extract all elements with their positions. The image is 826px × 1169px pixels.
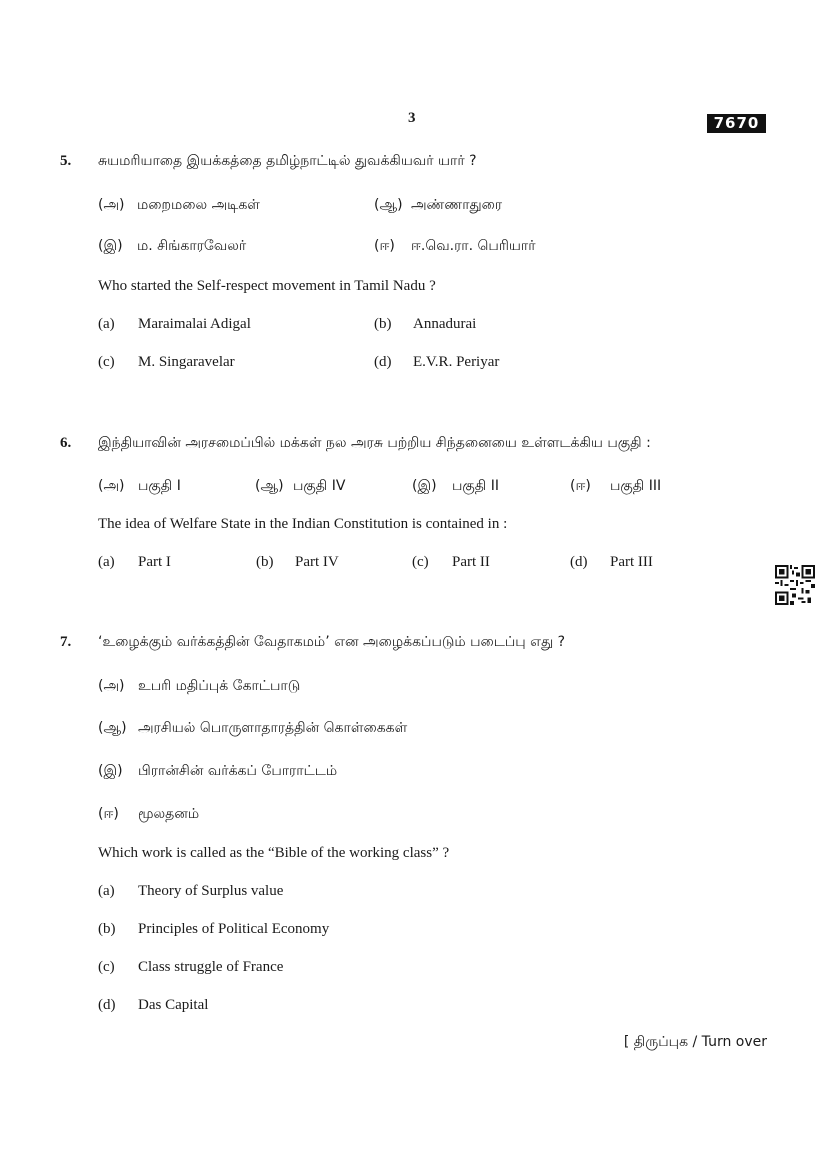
q6-en-option-a-label: (a) (98, 554, 115, 570)
q6-en-option-b: Part IV (295, 554, 339, 570)
turn-over-note: [ திருப்புக / Turn over (623, 1034, 767, 1050)
q5-en-option-d: E.V.R. Periyar (413, 354, 500, 370)
question-5-tamil: சுயமரியாதை இயக்கத்தை தமிழ்நாட்டில் துவக்கியவர் யார் ? (98, 153, 477, 169)
q5-en-option-b-label: (b) (374, 316, 392, 332)
q6-en-option-a: Part I (138, 554, 171, 570)
q5-en-option-d-label: (d) (374, 354, 392, 370)
q7-en-option-a-label: (a) (98, 883, 115, 899)
q6-en-option-c-label: (c) (412, 554, 429, 570)
q6-ta-option-a-label: (அ) (98, 478, 125, 494)
question-5-number: 5. (60, 153, 72, 169)
question-7-tamil: ‘உழைக்கும் வர்க்கத்தின் வேதாகமம்’ என அழைக்கப்படும் படைப்பு எது ? (98, 634, 566, 650)
q5-en-option-a-label: (a) (98, 316, 115, 332)
q7-en-option-d-label: (d) (98, 997, 116, 1013)
q5-ta-option-b-label: (ஆ) (374, 197, 403, 213)
q7-en-option-b: Principles of Political Economy (138, 921, 330, 937)
q7-ta-option-c-label: (இ) (98, 763, 123, 779)
q6-en-option-d: Part III (610, 554, 653, 570)
q6-en-option-d-label: (d) (570, 554, 588, 570)
q7-ta-option-d-label: (ஈ) (98, 806, 119, 822)
question-6-tamil: இந்தியாவின் அரசமைப்பில் மக்கள் நல அரசு பற்றிய சிந்தனையை உள்ளடக்கிய பகுதி : (98, 435, 651, 451)
q5-en-option-a: Maraimalai Adigal (138, 316, 251, 332)
q5-ta-option-a-label: (அ) (98, 197, 125, 213)
q5-ta-option-c: ம. சிங்காரவேலர் (137, 238, 247, 254)
q5-ta-option-a: மறைமலை அடிகள் (137, 197, 260, 213)
qr-code-icon (775, 565, 815, 605)
q7-en-option-a: Theory of Surplus value (138, 883, 284, 899)
question-7-english: Which work is called as the “Bible of the working class” ? (98, 845, 450, 861)
q6-en-option-c: Part II (452, 554, 490, 570)
question-6-number: 6. (60, 435, 72, 451)
q5-ta-option-b: அண்ணாதுரை (411, 197, 503, 213)
question-5-english: Who started the Self-respect movement in Tamil Nadu ? (98, 278, 436, 294)
question-7-number: 7. (60, 634, 72, 650)
q6-en-option-b-label: (b) (256, 554, 274, 570)
q7-ta-option-d: மூலதனம் (138, 806, 200, 822)
q7-en-option-c: Class struggle of France (138, 959, 284, 975)
q7-en-option-c-label: (c) (98, 959, 115, 975)
q5-ta-option-c-label: (இ) (98, 238, 123, 254)
q7-en-option-b-label: (b) (98, 921, 116, 937)
q5-en-option-c: M. Singaravelar (138, 354, 235, 370)
paper-code-badge: 7670 (707, 114, 766, 133)
q7-ta-option-b: அரசியல் பொருளாதாரத்தின் கொள்கைகள் (138, 720, 408, 736)
q6-ta-option-c-label: (இ) (412, 478, 437, 494)
q7-ta-option-c: பிரான்சின் வர்க்கப் போராட்டம் (138, 763, 338, 779)
q7-ta-option-a: உபரி மதிப்புக் கோட்பாடு (138, 678, 301, 694)
q6-ta-option-d-label: (ஈ) (570, 478, 591, 494)
q5-ta-option-d: ஈ.வெ.ரா. பெரியார் (411, 238, 536, 254)
q5-ta-option-d-label: (ஈ) (374, 238, 395, 254)
q5-en-option-c-label: (c) (98, 354, 115, 370)
q5-en-option-b: Annadurai (413, 316, 477, 332)
q6-ta-option-c: பகுதி II (452, 478, 499, 494)
question-6-english: The idea of Welfare State in the Indian Constitution is contained in : (98, 516, 508, 532)
q7-ta-option-a-label: (அ) (98, 678, 125, 694)
q6-ta-option-b-label: (ஆ) (255, 478, 284, 494)
q7-ta-option-b-label: (ஆ) (98, 720, 127, 736)
q7-en-option-d: Das Capital (138, 997, 209, 1013)
page-number: 3 (408, 110, 416, 126)
q6-ta-option-a: பகுதி I (138, 478, 181, 494)
q6-ta-option-d: பகுதி III (610, 478, 662, 494)
q6-ta-option-b: பகுதி IV (293, 478, 346, 494)
